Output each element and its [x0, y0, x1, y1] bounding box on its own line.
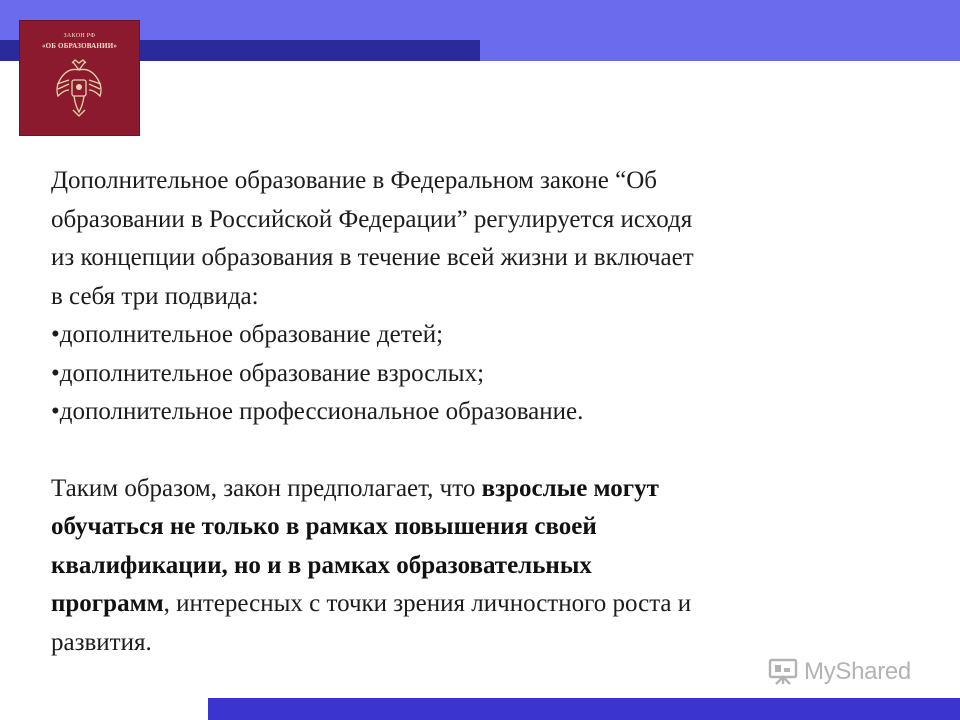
law-book-cover-image — [19, 20, 140, 136]
watermark-text: MyShared — [804, 658, 911, 685]
conclusion-text: развития. — [51, 628, 152, 656]
myshared-watermark[interactable] — [767, 656, 911, 688]
intro-line: Дополнительное образование в Федеральном законе “Об — [51, 167, 657, 194]
coat-of-arms-icon — [53, 58, 105, 118]
paragraph-gap — [51, 432, 911, 470]
intro-line: образовании в Российской Федерации” регулируется исходя — [51, 205, 693, 233]
bullet-item: •дополнительное образование взрослых; — [51, 359, 485, 387]
conclusion-emphasis: программ — [51, 590, 164, 617]
book-caption-top: ЗАКОН РФ — [63, 33, 96, 39]
intro-line: из концепции образования в течение всей жизни и включает — [51, 244, 694, 271]
bullet-item: •дополнительное профессиональное образование. — [51, 398, 584, 425]
conclusion-line — [51, 470, 911, 509]
footer-band — [208, 698, 960, 720]
conclusion-text: Таким образом, закон предполагает, что — [51, 474, 482, 502]
conclusion-text: , интересных с точки зрения личностного роста и — [163, 590, 692, 617]
conclusion-line — [51, 585, 911, 624]
bullet-item: •дополнительное образование детей; — [51, 321, 444, 348]
conclusion-emphasis: квалификации, но и в рамках образовательных — [51, 551, 592, 579]
intro-line: в себя три подвида: — [51, 282, 259, 310]
book-caption-title: «ОБ ОБРАЗОВАНИИ» — [41, 42, 118, 50]
conclusion-line — [51, 547, 911, 586]
conclusion-line — [51, 508, 911, 547]
presentation-board-icon — [767, 657, 799, 687]
conclusion-emphasis: обучаться не только в рамках повышения своей — [51, 513, 597, 540]
slide-body — [51, 162, 911, 662]
conclusion-emphasis: взрослые могут — [481, 474, 659, 502]
